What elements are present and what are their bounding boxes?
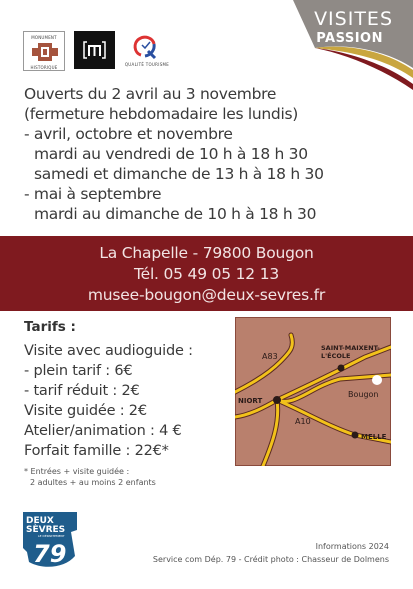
dept-number: 79 [33, 540, 67, 568]
banner-title: VISITES [314, 8, 393, 30]
hours-season-high: - mai à septembre [24, 185, 162, 203]
hours-low-weekend: samedi et dimanche de 13 h à 18 h 30 [34, 165, 324, 183]
tarifs-section [24, 318, 224, 488]
map-label-saint-maixent: SAINT-MAIXENT- [321, 344, 380, 352]
niort-dot [273, 396, 281, 404]
hours-closure: (fermeture hebdomadaire les lundis) [24, 105, 298, 123]
map-label-niort: NIORT [238, 397, 263, 405]
labyrinth-icon [24, 40, 66, 64]
dept-line1: DEUX [26, 516, 54, 526]
visites-passion-banner [293, 0, 413, 92]
monument-historique-logo [23, 31, 65, 71]
tarif-item: Atelier/animation : 4 € [24, 423, 182, 439]
tarif-item: Forfait famille : 22€* [24, 443, 169, 459]
tarif-footnote-1: * Entrées + visite guidée : [24, 467, 130, 476]
deux-sevres-icon [23, 512, 77, 570]
map-svg [235, 317, 391, 466]
tarif-item: - tarif réduit : 2€ [24, 383, 140, 399]
dept-line3: LE DÉPARTEMENT [38, 534, 65, 538]
qualite-label: QUALITÉ TOURISME [124, 62, 170, 67]
saint-maixent-dot [338, 365, 345, 372]
hours-low-weekday: mardi au vendredi de 10 h à 18 h 30 [34, 145, 308, 163]
contact-band [0, 236, 413, 311]
bougon-dot [372, 375, 382, 385]
hours-season-low: - avril, octobre et novembre [24, 125, 233, 143]
tarif-footnote-2: 2 adultes + au moins 2 enfants [30, 478, 156, 487]
contact-email[interactable]: musee-bougon@deux-sevres.fr [87, 286, 326, 304]
qualite-tourisme-logo [124, 31, 170, 71]
hours-high-days: mardi au dimanche de 10 h à 18 h 30 [34, 205, 317, 223]
opening-hours [24, 84, 404, 224]
dept-line2: SÈVRES [26, 525, 66, 535]
monument-label: MONUMENT [31, 35, 57, 40]
museum-m-icon [74, 31, 115, 69]
location-map [235, 317, 391, 466]
historique-label: HISTORIQUE [30, 65, 58, 70]
banner-subtitle: PASSION [316, 31, 383, 46]
map-label-bougon: Bougon [348, 390, 379, 399]
footer-info: Informations 2024 [315, 542, 389, 551]
map-label-lecole: L'ÉCOLE [321, 352, 351, 360]
contact-phone[interactable]: Tél. 05 49 05 12 13 [133, 265, 280, 283]
footer-credit: Service com Dép. 79 - Crédit photo : Chasseur de Dolmens [152, 555, 389, 564]
tarif-item: - plein tarif : 6€ [24, 363, 133, 379]
hours-period: Ouverts du 2 avril au 3 novembre [24, 85, 277, 103]
tarif-item: Visite guidée : 2€ [24, 403, 147, 419]
melle-dot [352, 432, 359, 439]
map-label-melle: MELLE [361, 433, 387, 441]
deux-sevres-logo [23, 512, 77, 570]
qualite-tourisme-icon [124, 31, 170, 61]
contact-address: La Chapelle - 79800 Bougon [99, 244, 314, 262]
tarifs-title: Tarifs : [24, 319, 76, 335]
map-label-a10: A10 [295, 417, 311, 426]
museum-m-logo [74, 31, 115, 69]
tarif-item: Visite avec audioguide : [24, 343, 193, 359]
map-label-a83: A83 [262, 352, 278, 361]
